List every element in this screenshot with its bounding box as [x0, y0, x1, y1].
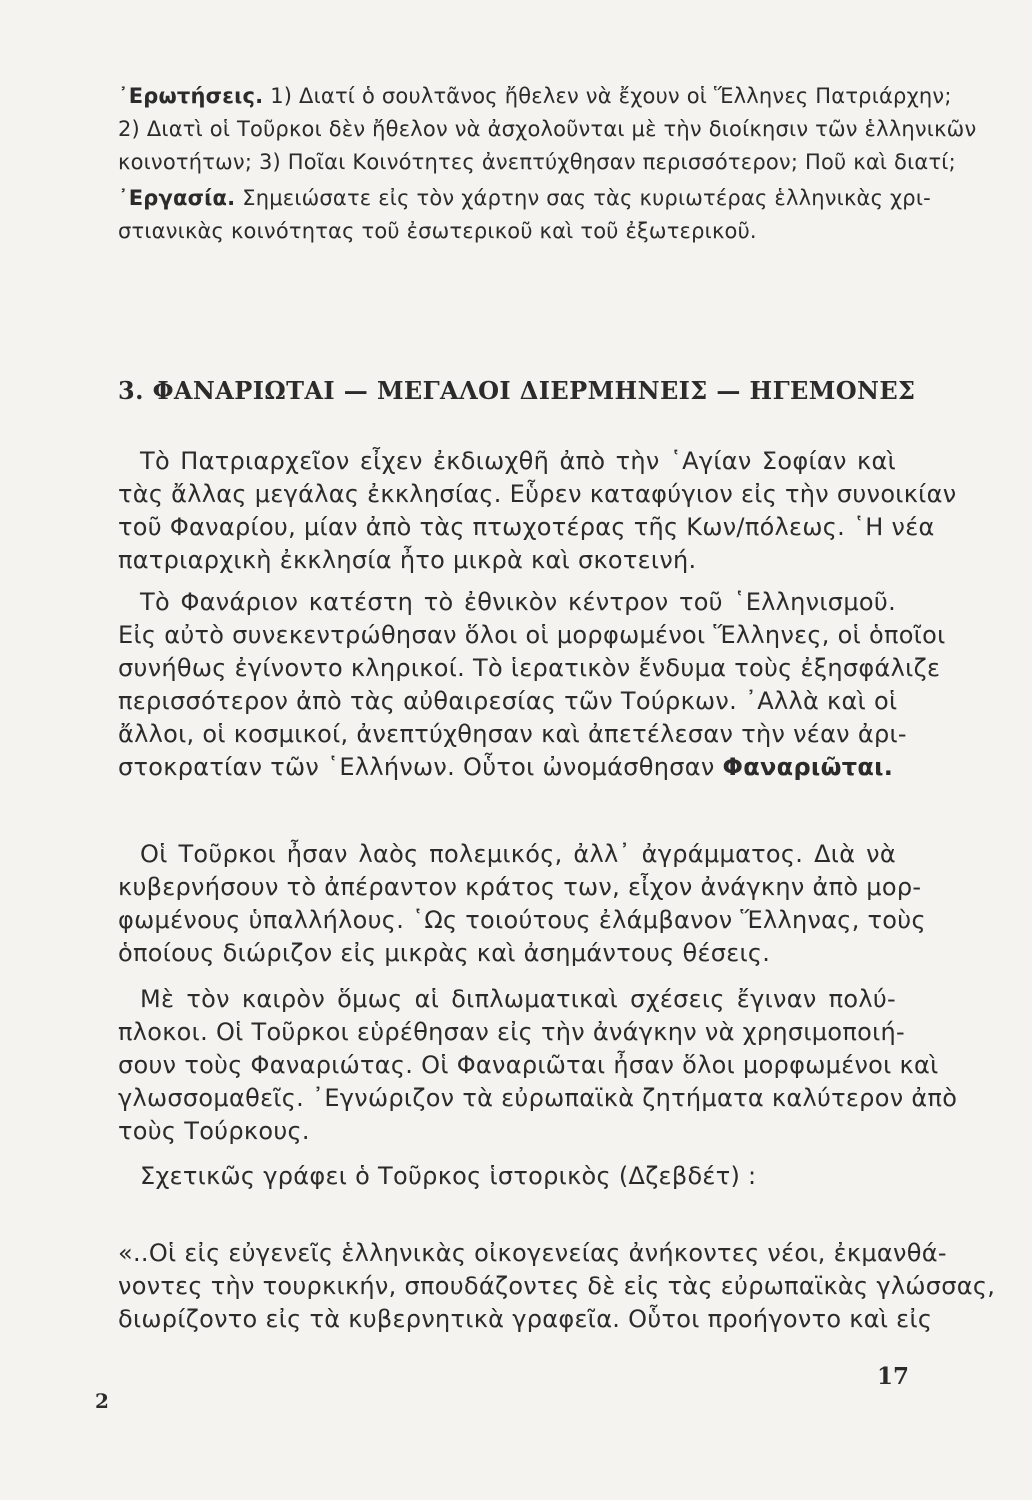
text-line: Τὸ Πατριαρχεῖον εἶχεν ἐκδιωχθῆ ἀπὸ τὴν ῾Αγίαν Σοφίαν καὶ: [140, 447, 896, 475]
text-line: πλοκοι. Οἱ Τοῦρκοι εὑρέθησαν εἰς τὴν ἀνάγκην νὰ χρησιμοποιή-: [118, 1018, 905, 1046]
paragraph-2: [118, 586, 946, 784]
quote-line: νοντες τὴν τουρκικήν, σπουδάζοντες δὲ εἰς τὰς εὐρωπαϊκὰς γλώσσας,: [118, 1272, 996, 1300]
questions-block: [118, 80, 977, 179]
questions-line: ᾿Ερωτήσεις. 1) Διατί ὁ σουλτᾶνος ἤθελεν νὰ ἔχουν οἱ Ἕλληνες Πατριάρχην;: [118, 84, 952, 108]
text-line: περισσότερον ἀπὸ τὰς αὐθαιρεσίας τῶν Τούρκων. ᾿Αλλὰ καὶ οἱ: [118, 687, 898, 715]
exercise-block: [118, 182, 931, 248]
text-line: φωμένους ὑπαλλήλους. ῾Ως τοιούτους ἐλάμβανον Ἕλληνας, τοὺς: [118, 906, 926, 934]
term-phanariots: Φαναριῶται.: [722, 753, 894, 781]
exercise-label: ᾿Εργασία.: [118, 186, 236, 210]
questions-line: κοινοτήτων; 3) Ποῖαι Κοινότητες ἀνεπτύχθησαν περισσότερον; Ποῦ καὶ διατί;: [118, 150, 956, 174]
text-line: ἄλλοι, οἱ κοσμικοί, ἀνεπτύχθησαν καὶ ἀπετέλεσαν τὴν νέαν ἀρι-: [118, 720, 907, 748]
exercise-line: ᾿Εργασία. Σημειώσατε εἰς τὸν χάρτην σας τὰς κυριωτέρας ἑλληνικὰς χρι-: [118, 186, 931, 210]
text-line: πατριαρχικὴ ἐκκλησία ἦτο μικρὰ καὶ σκοτεινή.: [118, 546, 697, 574]
quotation: [118, 1237, 996, 1336]
text-line: Τὸ Φανάριον κατέστη τὸ ἐθνικὸν κέντρον τοῦ ῾Ελληνισμοῦ.: [140, 588, 896, 616]
paragraph-3: [118, 838, 926, 970]
questions-line: 2) Διατὶ οἱ Τοῦρκοι δὲν ἤθελον νὰ ἀσχολοῦνται μὲ τὴν διοίκησιν τῶν ἑλληνικῶν: [118, 117, 977, 141]
text-line: κυβερνήσουν τὸ ἀπέραντον κράτος των, εἶχον ἀνάγκην ἀπὸ μορ-: [118, 873, 922, 901]
paragraph-4: [118, 983, 958, 1148]
page-number: 17: [877, 1363, 910, 1390]
questions-label: ᾿Ερωτήσεις.: [118, 84, 264, 108]
text-line: γλωσσομαθεῖς. ᾿Εγνώριζον τὰ εὐρωπαϊκὰ ζητήματα καλύτερον ἀπὸ: [118, 1084, 958, 1112]
quote-line: «..Οἱ εἰς εὐγενεῖς ἑλληνικὰς οἰκογενείας ἀνήκοντες νέοι, ἐκμανθά-: [118, 1239, 947, 1267]
exercise-line: στιανικὰς κοινότητας τοῦ ἐσωτερικοῦ καὶ τοῦ ἐξωτερικοῦ.: [118, 219, 757, 243]
text-line: Εἰς αὐτὸ συνεκεντρώθησαν ὅλοι οἱ μορφωμένοι Ἕλληνες, οἱ ὁποῖοι: [118, 621, 946, 649]
text-line: τοῦ Φαναρίου, μίαν ἀπὸ τὰς πτωχοτέρας τῆς Κων/πόλεως. ῾Η νέα: [118, 513, 935, 541]
text-line: σουν τοὺς Φαναριώτας. Οἱ Φαναριῶται ἦσαν ὅλοι μορφωμένοι καὶ: [118, 1051, 939, 1079]
text-line: συνήθως ἐγίνοντο κληρικοί. Τὸ ἱερατικὸν ἔνδυμα τοὺς ἐξησφάλιζε: [118, 654, 941, 682]
text-line: ὁποίους διώριζον εἰς μικρὰς καὶ ἀσημάντους θέσεις.: [118, 939, 771, 967]
paragraph-1: [118, 445, 957, 577]
text-line: Μὲ τὸν καιρὸν ὅμως αἱ διπλωματικαὶ σχέσεις ἔγιναν πολύ-: [140, 985, 896, 1013]
text-line: Σχετικῶς γράφει ὁ Τοῦρκος ἱστορικὸς (Δζεβδέτ) :: [140, 1162, 757, 1190]
signature-mark: 2: [95, 1389, 109, 1413]
text-line: τοὺς Τούρκους.: [118, 1117, 310, 1145]
paragraph-5: [118, 1160, 896, 1193]
text-line: στοκρατίαν τῶν ῾Ελλήνων. Οὗτοι ὠνομάσθησαν Φαναριῶται.: [118, 753, 894, 781]
quote-line: διωρίζοντο εἰς τὰ κυβερνητικὰ γραφεῖα. Οὗτοι προήγοντο καὶ εἰς: [118, 1305, 933, 1333]
text-line: τὰς ἄλλας μεγάλας ἐκκλησίας. Εὗρεν καταφύγιον εἰς τὴν συνοικίαν: [118, 480, 957, 508]
section-heading: 3. ΦΑΝΑΡΙΩΤΑΙ — ΜΕΓΑΛΟΙ ΔΙΕΡΜΗΝΕΙΣ — ΗΓΕΜΟΝΕΣ: [118, 376, 916, 405]
text-line: Οἱ Τοῦρκοι ἦσαν λαὸς πολεμικός, ἀλλ᾿ ἀγράμματος. Διὰ νὰ: [140, 840, 896, 868]
